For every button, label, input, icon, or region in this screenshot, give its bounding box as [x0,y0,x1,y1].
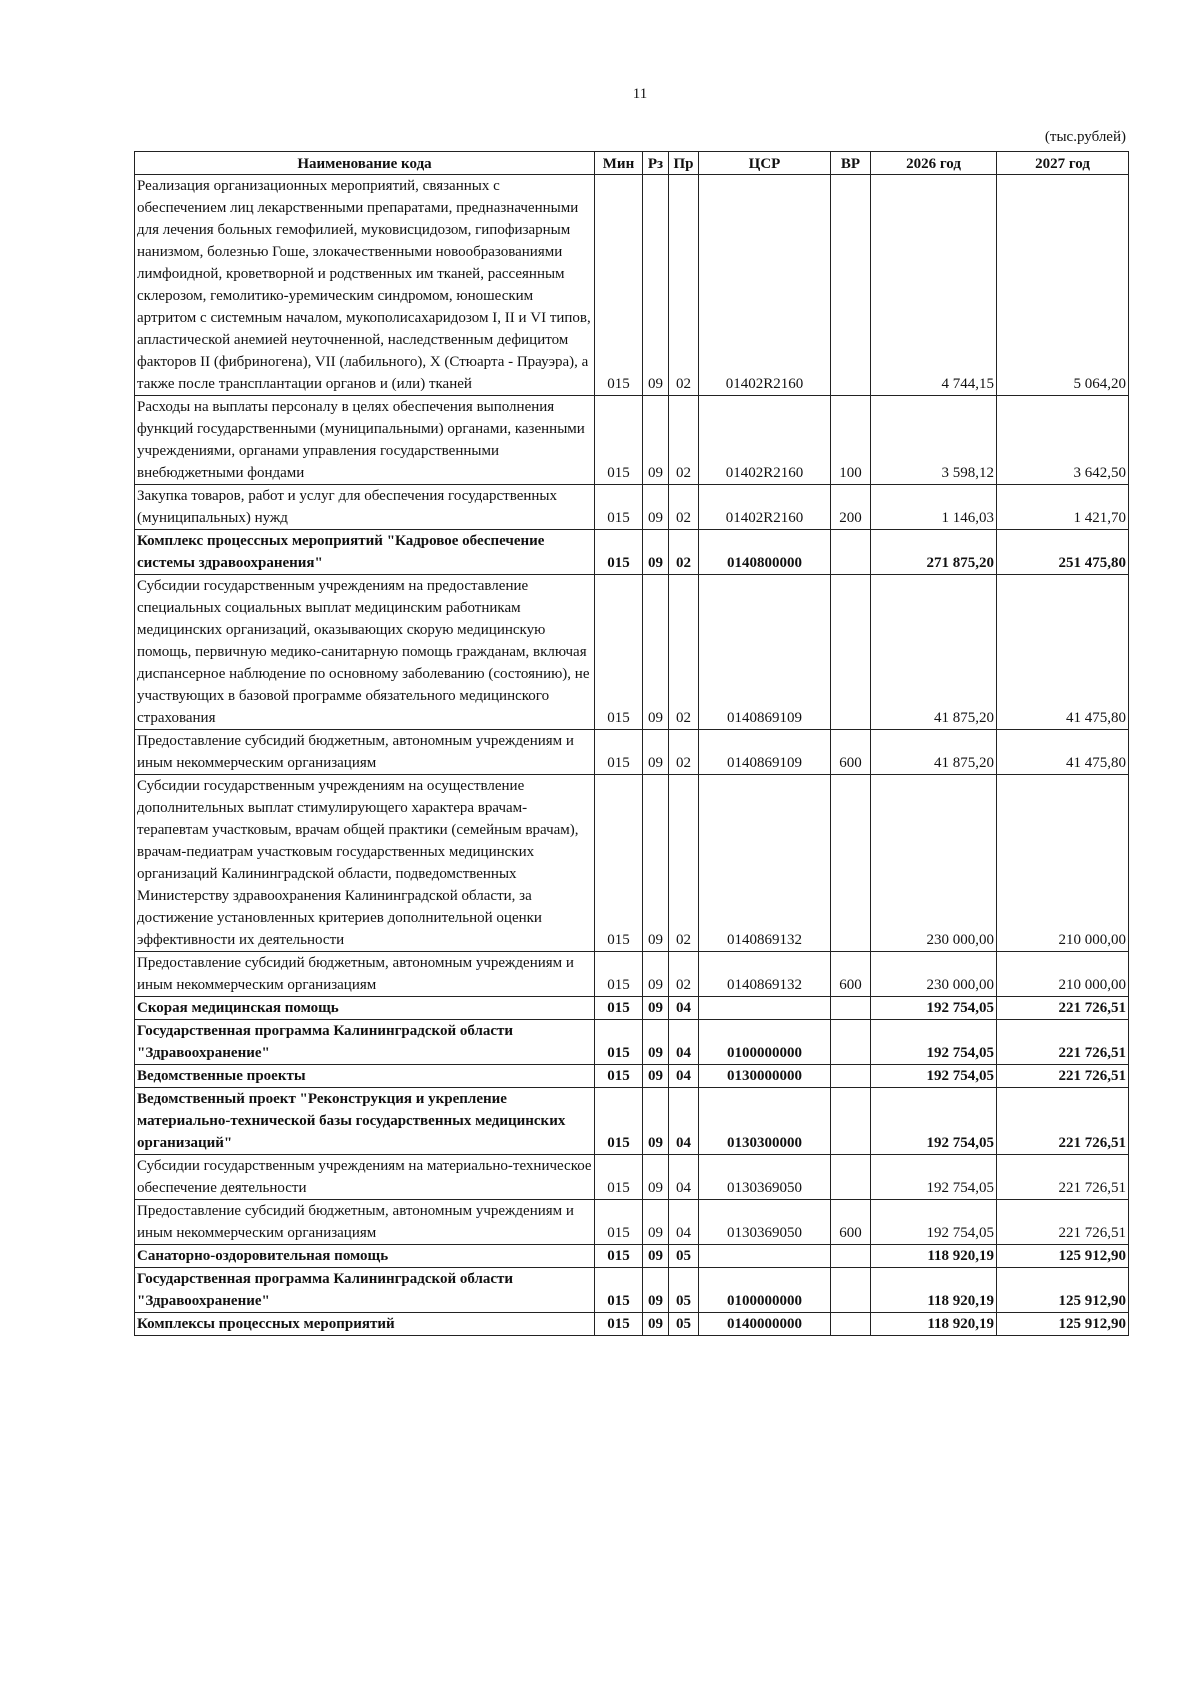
cell-2027: 3 642,50 [997,396,1129,485]
cell-vr [831,997,871,1020]
cell-pr: 04 [669,997,699,1020]
cell-pr: 02 [669,575,699,730]
table-row [135,175,1129,396]
cell-name: Предоставление субсидий бюджетным, автономным учреждениям и иным некоммерческим организациям [135,1200,595,1245]
cell-2027: 41 475,80 [997,575,1129,730]
cell-pr: 04 [669,1065,699,1088]
cell-2026: 192 754,05 [871,1155,997,1200]
cell-min: 015 [595,1313,643,1336]
cell-min: 015 [595,1065,643,1088]
table-row [135,1155,1129,1200]
cell-vr [831,1065,871,1088]
cell-csr: 0130000000 [699,1065,831,1088]
cell-min: 015 [595,1088,643,1155]
col-header-pr: Пр [669,152,699,175]
cell-2027: 251 475,80 [997,530,1129,575]
cell-min: 015 [595,1020,643,1065]
cell-vr [831,575,871,730]
cell-rz: 09 [643,1020,669,1065]
cell-2027: 125 912,90 [997,1313,1129,1336]
cell-min: 015 [595,396,643,485]
cell-csr [699,997,831,1020]
cell-2026: 192 754,05 [871,1088,997,1155]
cell-vr [831,1020,871,1065]
cell-min: 015 [595,530,643,575]
cell-name: Комплекс процессных мероприятий "Кадровое обеспечение системы здравоохранения" [135,530,595,575]
page-number: 11 [632,86,648,102]
cell-2027: 5 064,20 [997,175,1129,396]
cell-name: Закупка товаров, работ и услуг для обеспечения государственных (муниципальных) нужд [135,485,595,530]
cell-2026: 118 920,19 [871,1313,997,1336]
cell-pr: 04 [669,1020,699,1065]
col-header-2026: 2026 год [871,152,997,175]
cell-min: 015 [595,997,643,1020]
table-row [135,1200,1129,1245]
cell-pr: 04 [669,1200,699,1245]
table-row [135,485,1129,530]
cell-name: Предоставление субсидий бюджетным, автономным учреждениям и иным некоммерческим организациям [135,952,595,997]
cell-rz: 09 [643,1155,669,1200]
cell-rz: 09 [643,485,669,530]
cell-min: 015 [595,1200,643,1245]
cell-2026: 271 875,20 [871,530,997,575]
cell-vr [831,1088,871,1155]
cell-rz: 09 [643,1313,669,1336]
cell-2027: 41 475,80 [997,730,1129,775]
cell-min: 015 [595,775,643,952]
cell-csr: 0140869109 [699,730,831,775]
cell-2027: 221 726,51 [997,1088,1129,1155]
cell-rz: 09 [643,775,669,952]
cell-vr [831,530,871,575]
cell-name: Субсидии государственным учреждениям на осуществление дополнительных выплат стимулирующего характера врачам-терапевтам участковым, врачам общей практики (семейным врачам), врачам-педиатрам участковым государственных медицинских организаций Калининградской области, подведомственных Министерству здравоохранения Калининградской области, за достижение установленных критериев дополнительной оценки эффективности их деятельности [135,775,595,952]
cell-vr: 200 [831,485,871,530]
cell-csr: 0140869132 [699,952,831,997]
cell-2026: 118 920,19 [871,1268,997,1313]
cell-name: Реализация организационных мероприятий, связанных с обеспечением лиц лекарственными препаратами, предназначенными для лечения больных гемофилией, муковисцидозом, гипофизарным нанизмом, болезнью Гоше, злокачественными новообразованиями лимфоидной, кроветворной и родственных им тканей, рассеянным склерозом, гемолитико-уремическим синдромом, юношеским артритом с системным началом, мукополисахаридозом I, II и VI типов, апластической анемией неуточненной, наследственным дефицитом факторов II (фибриногена), VII (лабильного), X (Стюарта - Прауэра), а также после трансплантации органов и (или) тканей [135,175,595,396]
cell-rz: 09 [643,396,669,485]
cell-csr: 01402R2160 [699,175,831,396]
cell-rz: 09 [643,175,669,396]
cell-2027: 1 421,70 [997,485,1129,530]
cell-pr: 02 [669,530,699,575]
cell-2027: 221 726,51 [997,1065,1129,1088]
cell-2027: 221 726,51 [997,1020,1129,1065]
cell-2027: 221 726,51 [997,1200,1129,1245]
cell-name: Государственная программа Калининградской области "Здравоохранение" [135,1268,595,1313]
cell-vr: 600 [831,952,871,997]
cell-csr: 0130369050 [699,1200,831,1245]
cell-pr: 05 [669,1313,699,1336]
cell-rz: 09 [643,1200,669,1245]
cell-rz: 09 [643,1245,669,1268]
col-header-csr: ЦСР [699,152,831,175]
cell-csr: 0100000000 [699,1020,831,1065]
cell-2026: 118 920,19 [871,1245,997,1268]
col-header-2027: 2027 год [997,152,1129,175]
cell-name: Ведомственные проекты [135,1065,595,1088]
cell-2027: 221 726,51 [997,997,1129,1020]
cell-rz: 09 [643,1268,669,1313]
cell-min: 015 [595,175,643,396]
table-row [135,730,1129,775]
cell-name: Субсидии государственным учреждениям на материально-техническое обеспечение деятельности [135,1155,595,1200]
table-body [135,175,1129,1336]
cell-rz: 09 [643,730,669,775]
budget-table [134,151,1129,1336]
cell-vr [831,775,871,952]
col-header-min: Мин [595,152,643,175]
col-header-rz: Рз [643,152,669,175]
col-header-name: Наименование кода [135,152,595,175]
cell-csr: 0140800000 [699,530,831,575]
cell-vr [831,1268,871,1313]
cell-pr: 05 [669,1245,699,1268]
table-row [135,396,1129,485]
cell-2026: 192 754,05 [871,997,997,1020]
cell-min: 015 [595,1245,643,1268]
table-row [135,1268,1129,1313]
cell-2026: 230 000,00 [871,952,997,997]
col-header-vr: ВР [831,152,871,175]
cell-csr: 0130369050 [699,1155,831,1200]
table-row [135,1020,1129,1065]
cell-pr: 02 [669,730,699,775]
cell-rz: 09 [643,952,669,997]
cell-2026: 230 000,00 [871,775,997,952]
table-row [135,530,1129,575]
cell-name: Ведомственный проект "Реконструкция и укрепление материально-технической базы государственных медицинских организаций" [135,1088,595,1155]
cell-rz: 09 [643,997,669,1020]
cell-name: Государственная программа Калининградской области "Здравоохранение" [135,1020,595,1065]
units-label: (тыс.рублей) [1044,129,1126,145]
table-row [135,575,1129,730]
cell-pr: 04 [669,1088,699,1155]
cell-pr: 02 [669,396,699,485]
cell-2027: 221 726,51 [997,1155,1129,1200]
cell-2027: 125 912,90 [997,1268,1129,1313]
cell-vr [831,175,871,396]
cell-csr: 0140869132 [699,775,831,952]
cell-2027: 210 000,00 [997,952,1129,997]
cell-csr: 01402R2160 [699,485,831,530]
cell-2026: 192 754,05 [871,1065,997,1088]
cell-name: Расходы на выплаты персоналу в целях обеспечения выполнения функций государственными (муниципальными) органами, казенными учреждениями, органами управления государственными внебюджетными фондами [135,396,595,485]
cell-min: 015 [595,730,643,775]
cell-pr: 02 [669,952,699,997]
cell-csr: 0140000000 [699,1313,831,1336]
cell-rz: 09 [643,530,669,575]
cell-vr [831,1313,871,1336]
cell-vr: 600 [831,730,871,775]
cell-min: 015 [595,575,643,730]
cell-csr [699,1245,831,1268]
table-row [135,1245,1129,1268]
cell-min: 015 [595,1268,643,1313]
cell-vr [831,1155,871,1200]
cell-pr: 04 [669,1155,699,1200]
table-row [135,1088,1129,1155]
cell-name: Санаторно-оздоровительная помощь [135,1245,595,1268]
cell-pr: 02 [669,775,699,952]
cell-pr: 02 [669,175,699,396]
cell-2027: 125 912,90 [997,1245,1129,1268]
cell-vr: 600 [831,1200,871,1245]
cell-name: Комплексы процессных мероприятий [135,1313,595,1336]
cell-name: Скорая медицинская помощь [135,997,595,1020]
cell-2026: 41 875,20 [871,575,997,730]
cell-pr: 05 [669,1268,699,1313]
cell-min: 015 [595,1155,643,1200]
cell-2026: 192 754,05 [871,1200,997,1245]
table-row [135,775,1129,952]
cell-2026: 3 598,12 [871,396,997,485]
cell-2026: 1 146,03 [871,485,997,530]
table-row [135,1065,1129,1088]
cell-csr: 01402R2160 [699,396,831,485]
cell-2026: 4 744,15 [871,175,997,396]
cell-rz: 09 [643,575,669,730]
cell-name: Субсидии государственным учреждениям на предоставление специальных социальных выплат медицинским работникам медицинских организаций, оказывающих скорую медицинскую помощь, первичную медико-санитарную помощь гражданам, включая диспансерное наблюдение по основному заболеванию (состоянию), не участвующих в базовой программе обязательного медицинского страхования [135,575,595,730]
table-header-row [135,152,1129,175]
table-row [135,952,1129,997]
cell-rz: 09 [643,1088,669,1155]
table-row [135,997,1129,1020]
cell-min: 015 [595,952,643,997]
cell-2026: 192 754,05 [871,1020,997,1065]
cell-2027: 210 000,00 [997,775,1129,952]
cell-rz: 09 [643,1065,669,1088]
cell-vr [831,1245,871,1268]
cell-csr: 0140869109 [699,575,831,730]
cell-csr: 0100000000 [699,1268,831,1313]
cell-vr: 100 [831,396,871,485]
cell-2026: 41 875,20 [871,730,997,775]
cell-csr: 0130300000 [699,1088,831,1155]
cell-min: 015 [595,485,643,530]
cell-pr: 02 [669,485,699,530]
cell-name: Предоставление субсидий бюджетным, автономным учреждениям и иным некоммерческим организациям [135,730,595,775]
table-row [135,1313,1129,1336]
